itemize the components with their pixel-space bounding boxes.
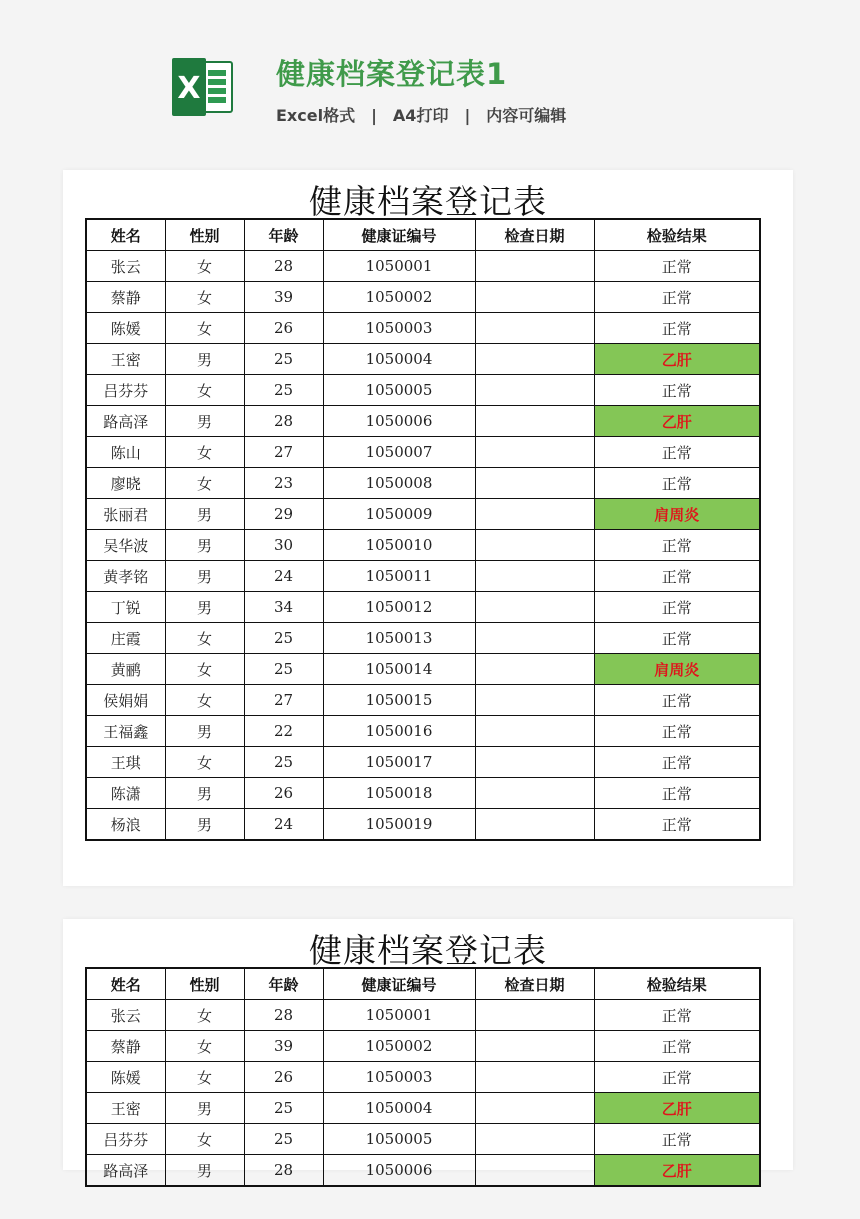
tag-format: Excel格式 (276, 106, 356, 125)
result-cell: 正常 (594, 592, 760, 623)
table-row (86, 406, 760, 437)
table-row (86, 1031, 760, 1062)
name-cell: 陈媛 (86, 1062, 165, 1093)
name-cell: 吕芬芬 (86, 375, 165, 406)
check-date-cell (475, 1093, 594, 1124)
result-cell: 正常 (594, 685, 760, 716)
table-row (86, 1062, 760, 1093)
name-cell: 廖晓 (86, 468, 165, 499)
table-row (86, 623, 760, 654)
table-row (86, 561, 760, 592)
check-date-cell (475, 1000, 594, 1031)
table-row (86, 685, 760, 716)
age-cell: 25 (244, 1093, 323, 1124)
age-cell: 39 (244, 282, 323, 313)
gender-cell: 男 (165, 499, 244, 530)
certificate-number-cell: 1050007 (323, 437, 475, 468)
format-tags (276, 103, 566, 126)
name-cell: 王琪 (86, 747, 165, 778)
age-cell: 25 (244, 344, 323, 375)
certificate-number-cell: 1050017 (323, 747, 475, 778)
excel-file-icon (172, 58, 234, 116)
table-row (86, 809, 760, 841)
gender-cell: 男 (165, 344, 244, 375)
column-header: 检查日期 (475, 968, 594, 1000)
name-cell: 庄霞 (86, 623, 165, 654)
check-date-cell (475, 809, 594, 841)
table-row (86, 344, 760, 375)
result-cell: 正常 (594, 1000, 760, 1031)
age-cell: 25 (244, 375, 323, 406)
name-cell: 陈潇 (86, 778, 165, 809)
table-header-row (86, 968, 760, 1000)
gender-cell: 男 (165, 561, 244, 592)
gender-cell: 女 (165, 282, 244, 313)
result-cell: 正常 (594, 313, 760, 344)
age-cell: 39 (244, 1031, 323, 1062)
table-row (86, 1000, 760, 1031)
table-row (86, 251, 760, 282)
gender-cell: 女 (165, 1000, 244, 1031)
certificate-number-cell: 1050001 (323, 1000, 475, 1031)
gender-cell: 男 (165, 778, 244, 809)
result-cell: 正常 (594, 747, 760, 778)
sheet-title: 健康档案登记表 (309, 931, 547, 970)
check-date-cell (475, 747, 594, 778)
certificate-number-cell: 1050019 (323, 809, 475, 841)
tag-editable: 内容可编辑 (486, 106, 567, 125)
check-date-cell (475, 437, 594, 468)
check-date-cell (475, 716, 594, 747)
column-header: 健康证编号 (323, 968, 475, 1000)
certificate-number-cell: 1050006 (323, 1155, 475, 1187)
table-row (86, 747, 760, 778)
name-cell: 张丽君 (86, 499, 165, 530)
certificate-number-cell: 1050006 (323, 406, 475, 437)
result-cell: 肩周炎 (594, 499, 760, 530)
certificate-number-cell: 1050003 (323, 1062, 475, 1093)
gender-cell: 女 (165, 251, 244, 282)
gender-cell: 男 (165, 406, 244, 437)
name-cell: 杨浪 (86, 809, 165, 841)
result-cell: 正常 (594, 251, 760, 282)
age-cell: 22 (244, 716, 323, 747)
gender-cell: 女 (165, 437, 244, 468)
column-header: 性别 (165, 968, 244, 1000)
certificate-number-cell: 1050015 (323, 685, 475, 716)
table-row (86, 375, 760, 406)
gender-cell: 女 (165, 375, 244, 406)
check-date-cell (475, 1031, 594, 1062)
name-cell: 陈山 (86, 437, 165, 468)
age-cell: 28 (244, 251, 323, 282)
name-cell: 吕芬芬 (86, 1124, 165, 1155)
certificate-number-cell: 1050004 (323, 344, 475, 375)
tag-print: A4打印 (392, 106, 449, 125)
age-cell: 34 (244, 592, 323, 623)
result-cell: 肩周炎 (594, 654, 760, 685)
name-cell: 陈媛 (86, 313, 165, 344)
table-row (86, 499, 760, 530)
age-cell: 27 (244, 437, 323, 468)
result-cell: 正常 (594, 1062, 760, 1093)
check-date-cell (475, 282, 594, 313)
check-date-cell (475, 623, 594, 654)
check-date-cell (475, 313, 594, 344)
certificate-number-cell: 1050008 (323, 468, 475, 499)
age-cell: 28 (244, 406, 323, 437)
name-cell: 丁锐 (86, 592, 165, 623)
name-cell: 张云 (86, 251, 165, 282)
certificate-number-cell: 1050011 (323, 561, 475, 592)
name-cell: 吴华波 (86, 530, 165, 561)
certificate-number-cell: 1050004 (323, 1093, 475, 1124)
sheet-title: 健康档案登记表 (309, 182, 547, 221)
name-cell: 黄孝铭 (86, 561, 165, 592)
certificate-number-cell: 1050010 (323, 530, 475, 561)
certificate-number-cell: 1050005 (323, 1124, 475, 1155)
health-record-table (85, 967, 761, 1187)
result-cell: 乙肝 (594, 344, 760, 375)
table-row (86, 778, 760, 809)
name-cell: 路高泽 (86, 406, 165, 437)
check-date-cell (475, 1155, 594, 1187)
age-cell: 25 (244, 623, 323, 654)
age-cell: 24 (244, 809, 323, 841)
result-cell: 乙肝 (594, 1093, 760, 1124)
check-date-cell (475, 251, 594, 282)
gender-cell: 男 (165, 716, 244, 747)
column-header: 姓名 (86, 219, 165, 251)
certificate-number-cell: 1050001 (323, 251, 475, 282)
age-cell: 28 (244, 1155, 323, 1187)
certificate-number-cell: 1050014 (323, 654, 475, 685)
result-cell: 正常 (594, 468, 760, 499)
table-row (86, 468, 760, 499)
age-cell: 28 (244, 1000, 323, 1031)
name-cell: 王密 (86, 344, 165, 375)
tag-separator: | (464, 106, 471, 125)
page-title: 健康档案登记表1 (276, 57, 508, 91)
age-cell: 26 (244, 778, 323, 809)
check-date-cell (475, 468, 594, 499)
column-header: 检查日期 (475, 219, 594, 251)
check-date-cell (475, 375, 594, 406)
gender-cell: 男 (165, 592, 244, 623)
gender-cell: 女 (165, 1062, 244, 1093)
column-header: 健康证编号 (323, 219, 475, 251)
age-cell: 26 (244, 1062, 323, 1093)
age-cell: 24 (244, 561, 323, 592)
result-cell: 正常 (594, 530, 760, 561)
check-date-cell (475, 561, 594, 592)
result-cell: 正常 (594, 375, 760, 406)
certificate-number-cell: 1050018 (323, 778, 475, 809)
gender-cell: 女 (165, 747, 244, 778)
result-cell: 正常 (594, 623, 760, 654)
age-cell: 25 (244, 654, 323, 685)
name-cell: 蔡静 (86, 282, 165, 313)
sheet-preview-1 (63, 170, 793, 886)
check-date-cell (475, 530, 594, 561)
table-row (86, 282, 760, 313)
table-row (86, 716, 760, 747)
certificate-number-cell: 1050009 (323, 499, 475, 530)
result-cell: 正常 (594, 1031, 760, 1062)
certificate-number-cell: 1050003 (323, 313, 475, 344)
table-header-row (86, 219, 760, 251)
column-header: 检验结果 (594, 219, 760, 251)
gender-cell: 女 (165, 685, 244, 716)
health-record-table (85, 218, 761, 841)
name-cell: 路高泽 (86, 1155, 165, 1187)
name-cell: 蔡静 (86, 1031, 165, 1062)
certificate-number-cell: 1050013 (323, 623, 475, 654)
check-date-cell (475, 406, 594, 437)
certificate-number-cell: 1050002 (323, 282, 475, 313)
age-cell: 25 (244, 1124, 323, 1155)
table-row (86, 437, 760, 468)
result-cell: 正常 (594, 561, 760, 592)
result-cell: 正常 (594, 778, 760, 809)
name-cell: 侯娟娟 (86, 685, 165, 716)
table-row (86, 1155, 760, 1187)
column-header: 年龄 (244, 219, 323, 251)
name-cell: 黄鹂 (86, 654, 165, 685)
age-cell: 30 (244, 530, 323, 561)
gender-cell: 男 (165, 530, 244, 561)
name-cell: 王福鑫 (86, 716, 165, 747)
certificate-number-cell: 1050016 (323, 716, 475, 747)
certificate-number-cell: 1050012 (323, 592, 475, 623)
age-cell: 23 (244, 468, 323, 499)
table-row (86, 313, 760, 344)
check-date-cell (475, 1124, 594, 1155)
result-cell: 乙肝 (594, 1155, 760, 1187)
gender-cell: 女 (165, 1031, 244, 1062)
check-date-cell (475, 778, 594, 809)
check-date-cell (475, 654, 594, 685)
table-row (86, 530, 760, 561)
column-header: 性别 (165, 219, 244, 251)
table-row (86, 1124, 760, 1155)
gender-cell: 女 (165, 1124, 244, 1155)
column-header: 年龄 (244, 968, 323, 1000)
column-header: 检验结果 (594, 968, 760, 1000)
gender-cell: 女 (165, 623, 244, 654)
column-header: 姓名 (86, 968, 165, 1000)
gender-cell: 男 (165, 1155, 244, 1187)
table-row (86, 1093, 760, 1124)
result-cell: 乙肝 (594, 406, 760, 437)
result-cell: 正常 (594, 716, 760, 747)
age-cell: 26 (244, 313, 323, 344)
age-cell: 27 (244, 685, 323, 716)
certificate-number-cell: 1050002 (323, 1031, 475, 1062)
gender-cell: 男 (165, 1093, 244, 1124)
check-date-cell (475, 685, 594, 716)
excel-letter: X (177, 71, 201, 106)
sheet-preview-2 (63, 919, 793, 1180)
check-date-cell (475, 344, 594, 375)
result-cell: 正常 (594, 809, 760, 841)
page-header (0, 0, 860, 150)
gender-cell: 女 (165, 654, 244, 685)
gender-cell: 女 (165, 468, 244, 499)
gender-cell: 男 (165, 809, 244, 841)
age-cell: 25 (244, 747, 323, 778)
result-cell: 正常 (594, 1124, 760, 1155)
result-cell: 正常 (594, 282, 760, 313)
check-date-cell (475, 1062, 594, 1093)
certificate-number-cell: 1050005 (323, 375, 475, 406)
name-cell: 张云 (86, 1000, 165, 1031)
tag-separator: | (371, 106, 377, 125)
check-date-cell (475, 592, 594, 623)
check-date-cell (475, 499, 594, 530)
name-cell: 王密 (86, 1093, 165, 1124)
gender-cell: 女 (165, 313, 244, 344)
result-cell: 正常 (594, 437, 760, 468)
table-row (86, 654, 760, 685)
table-row (86, 592, 760, 623)
age-cell: 29 (244, 499, 323, 530)
